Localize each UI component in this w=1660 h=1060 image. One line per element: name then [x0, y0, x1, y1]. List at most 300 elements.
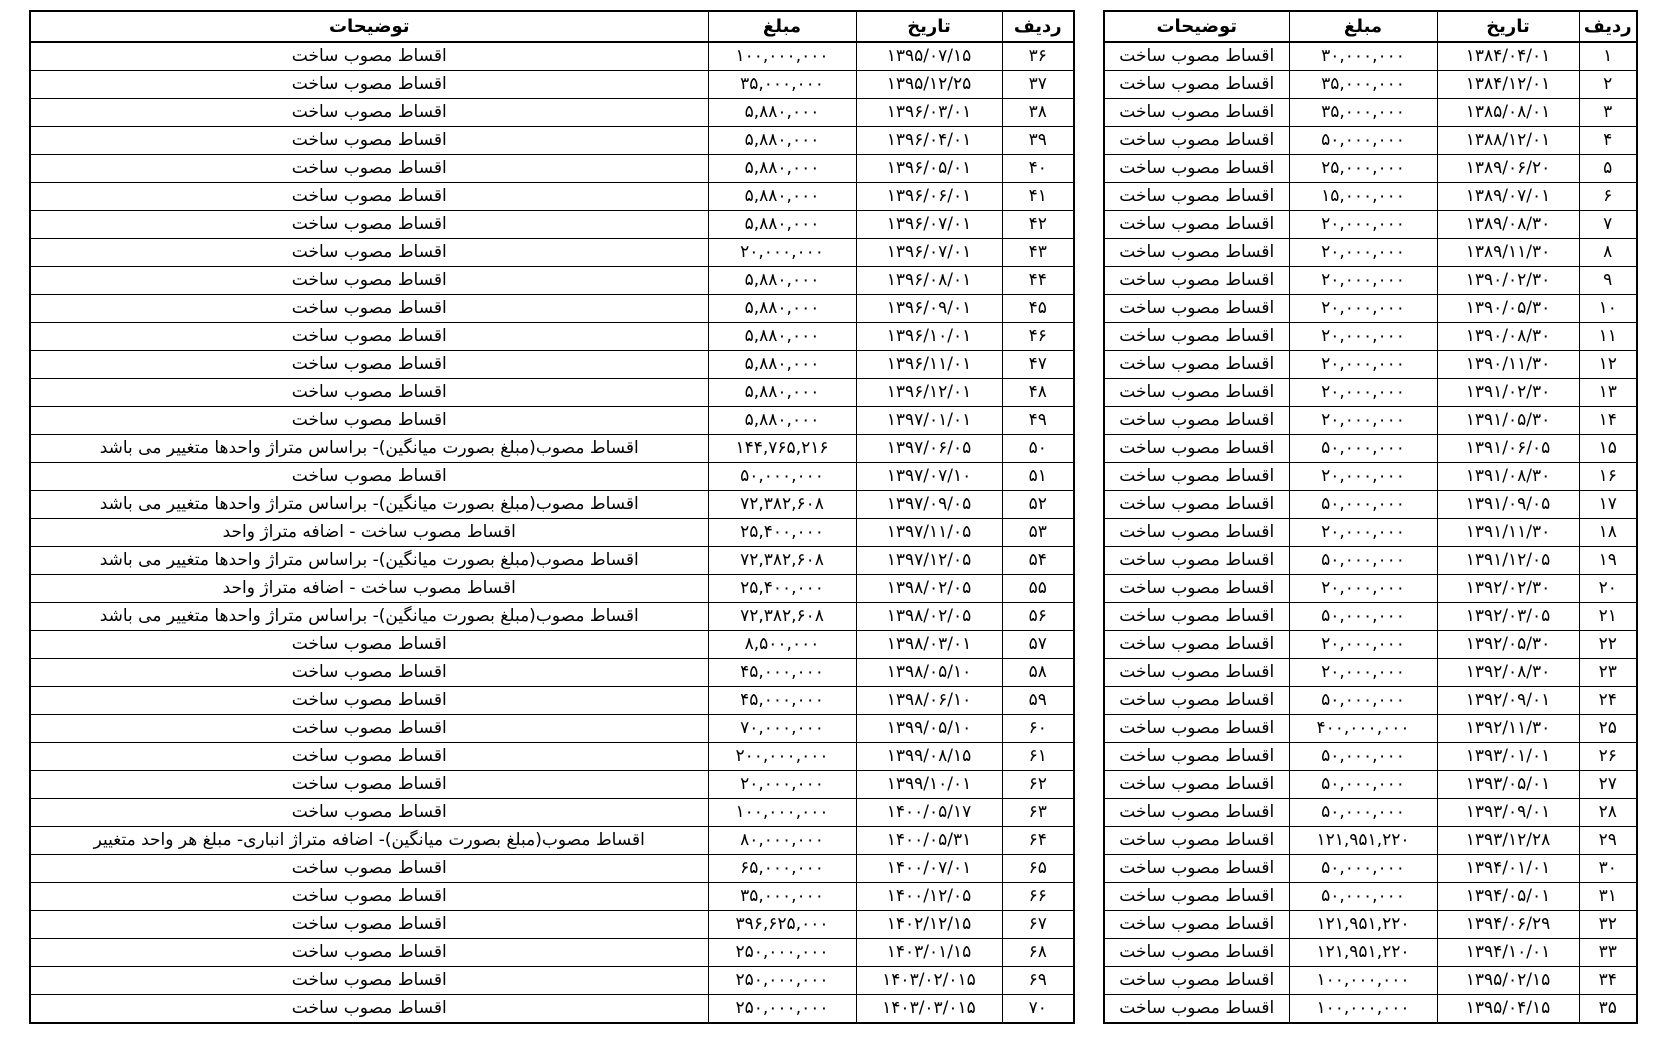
table-row — [1104, 883, 1637, 911]
date-cell: ۱۳۹۱/۱۱/۳۰ — [1437, 519, 1579, 547]
description-cell: اقساط مصوب(مبلغ بصورت میانگین)- براساس متراژ واحدها متغییر می باشد — [30, 547, 708, 575]
amount-cell: ۵۰,۰۰۰,۰۰۰ — [708, 463, 856, 491]
date-cell: ۱۴۰۳/۰۳/۰۱۵ — [856, 995, 1002, 1024]
amount-cell: ۲۰,۰۰۰,۰۰۰ — [1289, 407, 1437, 435]
date-cell: ۱۳۹۲/۰۳/۰۵ — [1437, 603, 1579, 631]
table-row — [30, 575, 1074, 603]
description-cell: اقساط مصوب ساخت — [30, 855, 708, 883]
header-amount: مبلغ — [708, 11, 856, 42]
description-cell: اقساط مصوب ساخت — [30, 267, 708, 295]
amount-cell: ۸۰,۰۰۰,۰۰۰ — [708, 827, 856, 855]
date-cell: ۱۳۹۵/۰۲/۱۵ — [1437, 967, 1579, 995]
date-cell: ۱۳۹۸/۰۵/۱۰ — [856, 659, 1002, 687]
description-cell: اقساط مصوب ساخت — [1104, 687, 1289, 715]
date-cell: ۱۳۸۴/۱۲/۰۱ — [1437, 71, 1579, 99]
amount-cell: ۵۰,۰۰۰,۰۰۰ — [1289, 883, 1437, 911]
table-row — [30, 519, 1074, 547]
description-cell: اقساط مصوب ساخت — [1104, 267, 1289, 295]
table-row — [30, 687, 1074, 715]
date-cell: ۱۳۹۶/۱۲/۰۱ — [856, 379, 1002, 407]
row-number-cell: ۳۹ — [1002, 127, 1074, 155]
table-row — [30, 659, 1074, 687]
description-cell: اقساط مصوب ساخت — [1104, 42, 1289, 71]
date-cell: ۱۳۹۲/۰۲/۳۰ — [1437, 575, 1579, 603]
description-cell: اقساط مصوب ساخت — [1104, 575, 1289, 603]
header-amount: مبلغ — [1289, 11, 1437, 42]
table-row — [30, 631, 1074, 659]
header-row-number: ردیف — [1579, 11, 1637, 42]
row-number-cell: ۳۸ — [1002, 99, 1074, 127]
description-cell: اقساط مصوب ساخت — [30, 407, 708, 435]
row-number-cell: ۴۸ — [1002, 379, 1074, 407]
date-cell: ۱۳۹۵/۰۷/۱۵ — [856, 42, 1002, 71]
table-row — [30, 939, 1074, 967]
amount-cell: ۵۰,۰۰۰,۰۰۰ — [1289, 743, 1437, 771]
amount-cell: ۳۹۶,۶۲۵,۰۰۰ — [708, 911, 856, 939]
date-cell: ۱۳۹۶/۰۵/۰۱ — [856, 155, 1002, 183]
table-row — [30, 267, 1074, 295]
description-cell: اقساط مصوب ساخت — [30, 911, 708, 939]
amount-cell: ۷۲,۳۸۲,۶۰۸ — [708, 547, 856, 575]
row-number-cell: ۶۴ — [1002, 827, 1074, 855]
date-cell: ۱۳۸۹/۰۷/۰۱ — [1437, 183, 1579, 211]
row-number-cell: ۴ — [1579, 127, 1637, 155]
amount-cell: ۵,۸۸۰,۰۰۰ — [708, 127, 856, 155]
amount-cell: ۵۰,۰۰۰,۰۰۰ — [1289, 799, 1437, 827]
row-number-cell: ۴۴ — [1002, 267, 1074, 295]
description-cell: اقساط مصوب ساخت — [1104, 211, 1289, 239]
row-number-cell: ۱۷ — [1579, 491, 1637, 519]
table-row — [1104, 603, 1637, 631]
row-number-cell: ۳۷ — [1002, 71, 1074, 99]
table-row — [30, 211, 1074, 239]
date-cell: ۱۳۹۰/۰۲/۳۰ — [1437, 267, 1579, 295]
installments-table-right — [1103, 10, 1638, 1024]
amount-cell: ۲۰,۰۰۰,۰۰۰ — [1289, 267, 1437, 295]
amount-cell: ۲۰,۰۰۰,۰۰۰ — [1289, 295, 1437, 323]
date-cell: ۱۳۹۳/۱۲/۲۸ — [1437, 827, 1579, 855]
table-row — [1104, 155, 1637, 183]
row-number-cell: ۲۷ — [1579, 771, 1637, 799]
row-number-cell: ۲۱ — [1579, 603, 1637, 631]
description-cell: اقساط مصوب ساخت — [30, 967, 708, 995]
description-cell: اقساط مصوب ساخت — [30, 379, 708, 407]
date-cell: ۱۳۹۱/۰۹/۰۵ — [1437, 491, 1579, 519]
table-row — [30, 155, 1074, 183]
table-row — [1104, 967, 1637, 995]
description-cell: اقساط مصوب ساخت — [1104, 407, 1289, 435]
table-row — [30, 127, 1074, 155]
date-cell: ۱۳۹۴/۰۵/۰۱ — [1437, 883, 1579, 911]
table-row — [30, 463, 1074, 491]
description-cell: اقساط مصوب ساخت — [30, 295, 708, 323]
row-number-cell: ۶۳ — [1002, 799, 1074, 827]
header-description: توضیحات — [1104, 11, 1289, 42]
table-row — [1104, 239, 1637, 267]
amount-cell: ۵۰,۰۰۰,۰۰۰ — [1289, 547, 1437, 575]
table-row — [1104, 575, 1637, 603]
table-row — [30, 99, 1074, 127]
amount-cell: ۱۰۰,۰۰۰,۰۰۰ — [708, 799, 856, 827]
description-cell: اقساط مصوب ساخت — [1104, 603, 1289, 631]
table-row — [1104, 939, 1637, 967]
amount-cell: ۳۵,۰۰۰,۰۰۰ — [1289, 71, 1437, 99]
date-cell: ۱۳۹۹/۰۵/۱۰ — [856, 715, 1002, 743]
row-number-cell: ۲۳ — [1579, 659, 1637, 687]
table-row — [30, 855, 1074, 883]
date-cell: ۱۳۹۷/۰۱/۰۱ — [856, 407, 1002, 435]
amount-cell: ۵,۸۸۰,۰۰۰ — [708, 211, 856, 239]
amount-cell: ۵,۸۸۰,۰۰۰ — [708, 323, 856, 351]
table-row — [1104, 995, 1637, 1024]
table-row — [30, 911, 1074, 939]
row-number-cell: ۲۸ — [1579, 799, 1637, 827]
row-number-cell: ۴۷ — [1002, 351, 1074, 379]
date-cell: ۱۳۹۳/۰۱/۰۱ — [1437, 743, 1579, 771]
date-cell: ۱۳۹۰/۱۱/۳۰ — [1437, 351, 1579, 379]
table-row — [30, 435, 1074, 463]
table-row — [1104, 323, 1637, 351]
row-number-cell: ۴۵ — [1002, 295, 1074, 323]
amount-cell: ۷۰,۰۰۰,۰۰۰ — [708, 715, 856, 743]
description-cell: اقساط مصوب ساخت — [1104, 967, 1289, 995]
table-row — [30, 407, 1074, 435]
row-number-cell: ۲۹ — [1579, 827, 1637, 855]
description-cell: اقساط مصوب ساخت — [1104, 855, 1289, 883]
row-number-cell: ۳۵ — [1579, 995, 1637, 1024]
amount-cell: ۲۵,۴۰۰,۰۰۰ — [708, 519, 856, 547]
table-row — [1104, 743, 1637, 771]
description-cell: اقساط مصوب ساخت — [30, 239, 708, 267]
date-cell: ۱۳۹۸/۰۳/۰۱ — [856, 631, 1002, 659]
table-row — [1104, 771, 1637, 799]
date-cell: ۱۳۹۴/۰۶/۲۹ — [1437, 911, 1579, 939]
date-cell: ۱۳۹۲/۰۸/۳۰ — [1437, 659, 1579, 687]
description-cell: اقساط مصوب ساخت — [30, 631, 708, 659]
amount-cell: ۵۰,۰۰۰,۰۰۰ — [1289, 771, 1437, 799]
description-cell: اقساط مصوب ساخت — [1104, 183, 1289, 211]
amount-cell: ۱۰۰,۰۰۰,۰۰۰ — [1289, 995, 1437, 1024]
amount-cell: ۵,۸۸۰,۰۰۰ — [708, 351, 856, 379]
amount-cell: ۸,۵۰۰,۰۰۰ — [708, 631, 856, 659]
row-number-cell: ۵۴ — [1002, 547, 1074, 575]
description-cell: اقساط مصوب ساخت — [1104, 939, 1289, 967]
table-row — [1104, 491, 1637, 519]
description-cell: اقساط مصوب ساخت — [30, 799, 708, 827]
description-cell: اقساط مصوب ساخت — [1104, 71, 1289, 99]
row-number-cell: ۳۶ — [1002, 42, 1074, 71]
description-cell: اقساط مصوب ساخت — [30, 995, 708, 1024]
table-row — [1104, 351, 1637, 379]
amount-cell: ۴۰۰,۰۰۰,۰۰۰ — [1289, 715, 1437, 743]
table-row — [30, 771, 1074, 799]
table-row — [30, 42, 1074, 71]
date-cell: ۱۳۹۰/۰۵/۳۰ — [1437, 295, 1579, 323]
row-number-cell: ۱۲ — [1579, 351, 1637, 379]
amount-cell: ۵,۸۸۰,۰۰۰ — [708, 407, 856, 435]
date-cell: ۱۳۹۶/۰۴/۰۱ — [856, 127, 1002, 155]
table-row — [1104, 211, 1637, 239]
row-number-cell: ۱ — [1579, 42, 1637, 71]
description-cell: اقساط مصوب(مبلغ بصورت میانگین)- اضافه متراژ انباری- مبلغ هر واحد متغییر — [30, 827, 708, 855]
table-row — [1104, 71, 1637, 99]
description-cell: اقساط مصوب ساخت — [1104, 659, 1289, 687]
amount-cell: ۳۰,۰۰۰,۰۰۰ — [1289, 42, 1437, 71]
amount-cell: ۲۰,۰۰۰,۰۰۰ — [1289, 323, 1437, 351]
description-cell: اقساط مصوب(مبلغ بصورت میانگین)- براساس متراژ واحدها متغییر می باشد — [30, 603, 708, 631]
description-cell: اقساط مصوب ساخت — [30, 71, 708, 99]
date-cell: ۱۳۹۱/۰۶/۰۵ — [1437, 435, 1579, 463]
date-cell: ۱۳۹۵/۱۲/۲۵ — [856, 71, 1002, 99]
table-row — [30, 799, 1074, 827]
row-number-cell: ۳۰ — [1579, 855, 1637, 883]
amount-cell: ۶۵,۰۰۰,۰۰۰ — [708, 855, 856, 883]
description-cell: اقساط مصوب ساخت — [1104, 883, 1289, 911]
row-number-cell: ۲۶ — [1579, 743, 1637, 771]
description-cell: اقساط مصوب ساخت — [1104, 491, 1289, 519]
table-row — [30, 295, 1074, 323]
date-cell: ۱۳۹۶/۰۸/۰۱ — [856, 267, 1002, 295]
table-row — [1104, 827, 1637, 855]
row-number-cell: ۵۶ — [1002, 603, 1074, 631]
row-number-cell: ۸ — [1579, 239, 1637, 267]
amount-cell: ۲۵۰,۰۰۰,۰۰۰ — [708, 967, 856, 995]
row-number-cell: ۴۱ — [1002, 183, 1074, 211]
row-number-cell: ۱۳ — [1579, 379, 1637, 407]
table-row — [1104, 659, 1637, 687]
row-number-cell: ۳۱ — [1579, 883, 1637, 911]
description-cell: اقساط مصوب ساخت — [30, 127, 708, 155]
row-number-cell: ۷۰ — [1002, 995, 1074, 1024]
description-cell: اقساط مصوب ساخت - اضافه متراژ واحد — [30, 575, 708, 603]
date-cell: ۱۳۹۸/۰۲/۰۵ — [856, 603, 1002, 631]
description-cell: اقساط مصوب ساخت — [1104, 995, 1289, 1024]
description-cell: اقساط مصوب ساخت — [1104, 463, 1289, 491]
date-cell: ۱۳۹۲/۰۹/۰۱ — [1437, 687, 1579, 715]
date-cell: ۱۳۸۹/۰۸/۳۰ — [1437, 211, 1579, 239]
date-cell: ۱۳۹۷/۱۲/۰۵ — [856, 547, 1002, 575]
header-description: توضیحات — [30, 11, 708, 42]
installments-table-left — [29, 10, 1075, 1024]
description-cell: اقساط مصوب ساخت — [30, 743, 708, 771]
amount-cell: ۲۵,۴۰۰,۰۰۰ — [708, 575, 856, 603]
row-number-cell: ۴۰ — [1002, 155, 1074, 183]
date-cell: ۱۳۹۷/۰۷/۱۰ — [856, 463, 1002, 491]
amount-cell: ۵,۸۸۰,۰۰۰ — [708, 183, 856, 211]
date-cell: ۱۳۸۹/۰۶/۲۰ — [1437, 155, 1579, 183]
description-cell: اقساط مصوب ساخت — [1104, 351, 1289, 379]
table-row — [1104, 407, 1637, 435]
row-number-cell: ۶۲ — [1002, 771, 1074, 799]
amount-cell: ۲۰,۰۰۰,۰۰۰ — [1289, 351, 1437, 379]
amount-cell: ۲۰,۰۰۰,۰۰۰ — [1289, 463, 1437, 491]
table-row — [1104, 463, 1637, 491]
date-cell: ۱۳۹۶/۱۱/۰۱ — [856, 351, 1002, 379]
table-row — [30, 71, 1074, 99]
description-cell: اقساط مصوب ساخت — [30, 715, 708, 743]
date-cell: ۱۴۰۰/۰۵/۳۱ — [856, 827, 1002, 855]
date-cell: ۱۳۹۳/۰۹/۰۱ — [1437, 799, 1579, 827]
row-number-cell: ۱۶ — [1579, 463, 1637, 491]
table-row — [30, 995, 1074, 1024]
amount-cell: ۵,۸۸۰,۰۰۰ — [708, 99, 856, 127]
description-cell: اقساط مصوب ساخت — [1104, 631, 1289, 659]
table-row — [1104, 687, 1637, 715]
row-number-cell: ۵۷ — [1002, 631, 1074, 659]
row-number-cell: ۵۰ — [1002, 435, 1074, 463]
header-date: تاریخ — [856, 11, 1002, 42]
table-row — [1104, 295, 1637, 323]
row-number-cell: ۶۷ — [1002, 911, 1074, 939]
description-cell: اقساط مصوب ساخت — [1104, 715, 1289, 743]
date-cell: ۱۳۹۶/۰۹/۰۱ — [856, 295, 1002, 323]
amount-cell: ۴۵,۰۰۰,۰۰۰ — [708, 687, 856, 715]
description-cell: اقساط مصوب ساخت — [30, 771, 708, 799]
amount-cell: ۱۲۱,۹۵۱,۲۲۰ — [1289, 939, 1437, 967]
table-row — [1104, 911, 1637, 939]
date-cell: ۱۳۹۱/۰۲/۳۰ — [1437, 379, 1579, 407]
row-number-cell: ۵۱ — [1002, 463, 1074, 491]
row-number-cell: ۹ — [1579, 267, 1637, 295]
date-cell: ۱۳۹۱/۰۸/۳۰ — [1437, 463, 1579, 491]
table-row — [30, 351, 1074, 379]
row-number-cell: ۱۹ — [1579, 547, 1637, 575]
table-row — [1104, 799, 1637, 827]
header-date: تاریخ — [1437, 11, 1579, 42]
table-row — [1104, 99, 1637, 127]
row-number-cell: ۱۸ — [1579, 519, 1637, 547]
description-cell: اقساط مصوب ساخت — [1104, 771, 1289, 799]
amount-cell: ۳۵,۰۰۰,۰۰۰ — [1289, 99, 1437, 127]
table-row — [1104, 855, 1637, 883]
row-number-cell: ۲۰ — [1579, 575, 1637, 603]
description-cell: اقساط مصوب ساخت — [1104, 799, 1289, 827]
amount-cell: ۲۰,۰۰۰,۰۰۰ — [1289, 575, 1437, 603]
amount-cell: ۵۰,۰۰۰,۰۰۰ — [1289, 491, 1437, 519]
table-row — [1104, 127, 1637, 155]
description-cell: اقساط مصوب ساخت - اضافه متراژ واحد — [30, 519, 708, 547]
description-cell: اقساط مصوب ساخت — [30, 42, 708, 71]
row-number-cell: ۶ — [1579, 183, 1637, 211]
row-number-cell: ۶۰ — [1002, 715, 1074, 743]
row-number-cell: ۶۹ — [1002, 967, 1074, 995]
row-number-cell: ۶۸ — [1002, 939, 1074, 967]
table-row — [30, 883, 1074, 911]
row-number-cell: ۴۳ — [1002, 239, 1074, 267]
description-cell: اقساط مصوب ساخت — [30, 155, 708, 183]
description-cell: اقساط مصوب ساخت — [1104, 827, 1289, 855]
date-cell: ۱۴۰۰/۰۷/۰۱ — [856, 855, 1002, 883]
amount-cell: ۲۵۰,۰۰۰,۰۰۰ — [708, 995, 856, 1024]
date-cell: ۱۴۰۳/۰۱/۱۵ — [856, 939, 1002, 967]
row-number-cell: ۵۸ — [1002, 659, 1074, 687]
table-row — [30, 967, 1074, 995]
row-number-cell: ۳ — [1579, 99, 1637, 127]
amount-cell: ۲۰,۰۰۰,۰۰۰ — [1289, 631, 1437, 659]
date-cell: ۱۴۰۳/۰۲/۰۱۵ — [856, 967, 1002, 995]
amount-cell: ۵,۸۸۰,۰۰۰ — [708, 155, 856, 183]
table-row — [1104, 435, 1637, 463]
row-number-cell: ۱۵ — [1579, 435, 1637, 463]
description-cell: اقساط مصوب ساخت — [30, 939, 708, 967]
date-cell: ۱۳۹۴/۱۰/۰۱ — [1437, 939, 1579, 967]
table-row — [30, 379, 1074, 407]
date-cell: ۱۳۹۱/۰۵/۳۰ — [1437, 407, 1579, 435]
date-cell: ۱۳۹۶/۰۷/۰۱ — [856, 239, 1002, 267]
date-cell: ۱۳۹۵/۰۴/۱۵ — [1437, 995, 1579, 1024]
row-number-cell: ۱۱ — [1579, 323, 1637, 351]
row-number-cell: ۶۱ — [1002, 743, 1074, 771]
table-row — [30, 827, 1074, 855]
row-number-cell: ۱۰ — [1579, 295, 1637, 323]
amount-cell: ۵,۸۸۰,۰۰۰ — [708, 295, 856, 323]
description-cell: اقساط مصوب ساخت — [30, 351, 708, 379]
date-cell: ۱۳۹۲/۰۵/۳۰ — [1437, 631, 1579, 659]
description-cell: اقساط مصوب ساخت — [1104, 239, 1289, 267]
date-cell: ۱۴۰۲/۱۲/۱۵ — [856, 911, 1002, 939]
description-cell: اقساط مصوب ساخت — [1104, 99, 1289, 127]
amount-cell: ۲۰,۰۰۰,۰۰۰ — [708, 239, 856, 267]
date-cell: ۱۳۸۸/۱۲/۰۱ — [1437, 127, 1579, 155]
description-cell: اقساط مصوب ساخت — [30, 659, 708, 687]
description-cell: اقساط مصوب ساخت — [1104, 435, 1289, 463]
date-cell: ۱۳۹۹/۱۰/۰۱ — [856, 771, 1002, 799]
description-cell: اقساط مصوب ساخت — [1104, 911, 1289, 939]
row-number-cell: ۳۴ — [1579, 967, 1637, 995]
table-row — [1104, 379, 1637, 407]
table-row — [30, 743, 1074, 771]
amount-cell: ۱۲۱,۹۵۱,۲۲۰ — [1289, 827, 1437, 855]
table-header-row — [30, 11, 1074, 42]
amount-cell: ۱۰۰,۰۰۰,۰۰۰ — [1289, 967, 1437, 995]
amount-cell: ۲۰,۰۰۰,۰۰۰ — [1289, 659, 1437, 687]
amount-cell: ۵۰,۰۰۰,۰۰۰ — [1289, 603, 1437, 631]
description-cell: اقساط مصوب ساخت — [30, 323, 708, 351]
date-cell: ۱۳۹۶/۱۰/۰۱ — [856, 323, 1002, 351]
date-cell: ۱۳۹۷/۰۹/۰۵ — [856, 491, 1002, 519]
amount-cell: ۲۰,۰۰۰,۰۰۰ — [1289, 519, 1437, 547]
row-number-cell: ۶۵ — [1002, 855, 1074, 883]
date-cell: ۱۴۰۰/۰۵/۱۷ — [856, 799, 1002, 827]
table-row — [1104, 267, 1637, 295]
amount-cell: ۲۰,۰۰۰,۰۰۰ — [1289, 379, 1437, 407]
date-cell: ۱۳۹۲/۱۱/۳۰ — [1437, 715, 1579, 743]
row-number-cell: ۲ — [1579, 71, 1637, 99]
date-cell: ۱۳۹۶/۰۶/۰۱ — [856, 183, 1002, 211]
date-cell: ۱۳۹۶/۰۳/۰۱ — [856, 99, 1002, 127]
table-row — [1104, 547, 1637, 575]
date-cell: ۱۳۹۷/۰۶/۰۵ — [856, 435, 1002, 463]
description-cell: اقساط مصوب ساخت — [30, 463, 708, 491]
amount-cell: ۵۰,۰۰۰,۰۰۰ — [1289, 855, 1437, 883]
amount-cell: ۳۵,۰۰۰,۰۰۰ — [708, 883, 856, 911]
amount-cell: ۱۴۴,۷۶۵,۲۱۶ — [708, 435, 856, 463]
amount-cell: ۱۰۰,۰۰۰,۰۰۰ — [708, 42, 856, 71]
table-row — [30, 183, 1074, 211]
table-row — [30, 547, 1074, 575]
description-cell: اقساط مصوب ساخت — [1104, 547, 1289, 575]
amount-cell: ۲۰,۰۰۰,۰۰۰ — [1289, 211, 1437, 239]
date-cell: ۱۳۹۱/۱۲/۰۵ — [1437, 547, 1579, 575]
table-row — [1104, 42, 1637, 71]
amount-cell: ۵۰,۰۰۰,۰۰۰ — [1289, 687, 1437, 715]
table-row — [1104, 715, 1637, 743]
date-cell: ۱۳۹۸/۰۶/۱۰ — [856, 687, 1002, 715]
table-row — [1104, 519, 1637, 547]
amount-cell: ۵,۸۸۰,۰۰۰ — [708, 379, 856, 407]
amount-cell: ۷۲,۳۸۲,۶۰۸ — [708, 603, 856, 631]
amount-cell: ۷۲,۳۸۲,۶۰۸ — [708, 491, 856, 519]
